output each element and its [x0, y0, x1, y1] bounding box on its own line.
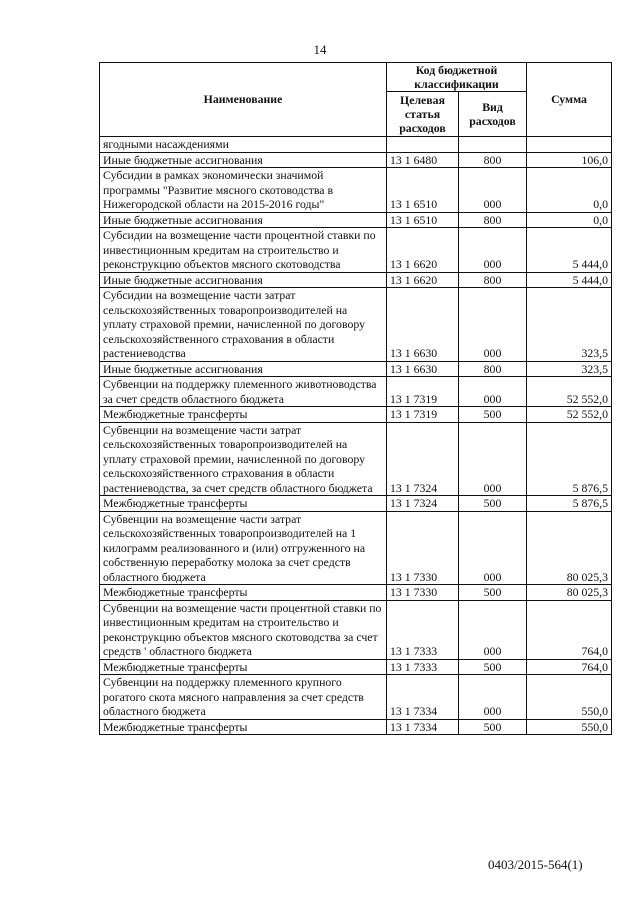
row-name-cell: Межбюджетные трансферты — [100, 407, 387, 423]
row-target-cell: 13 1 6620 — [387, 228, 459, 273]
row-amount-cell: 5 876,5 — [527, 422, 612, 496]
row-target-cell: 13 1 7324 — [387, 422, 459, 496]
row-target-cell: 13 1 7334 — [387, 675, 459, 720]
row-amount-cell: 323,5 — [527, 288, 612, 362]
row-kind-cell: 000 — [459, 675, 527, 720]
row-kind-cell: 800 — [459, 272, 527, 288]
row-kind-cell: 000 — [459, 228, 527, 273]
table-row — [100, 659, 612, 675]
row-amount-cell: 0,0 — [527, 212, 612, 228]
table-row — [100, 496, 612, 512]
row-kind-cell: 800 — [459, 361, 527, 377]
row-name-cell: Иные бюджетные ассигнования — [100, 361, 387, 377]
row-name-cell: Субвенции на возмещение части затрат сельскохозяйственных товаропроизводителей на уплату страховой премии, начисленной по договору сельскохозяйственного страхования в области растениеводства, за счет средств областного бюджета — [100, 422, 387, 496]
table-row — [100, 168, 612, 213]
row-amount-cell: 5 876,5 — [527, 496, 612, 512]
row-name-cell: Межбюджетные трансферты — [100, 659, 387, 675]
table-row — [100, 272, 612, 288]
table-row — [100, 228, 612, 273]
table-row — [100, 585, 612, 601]
row-amount-cell: 764,0 — [527, 659, 612, 675]
row-target-cell: 13 1 6630 — [387, 288, 459, 362]
table-row — [100, 152, 612, 168]
row-name-cell: Субсидии на возмещение части процентной ставки по инвестиционным кредитам на строительство и реконструкцию объектов мясного скотоводства — [100, 228, 387, 273]
row-target-cell: 13 1 7319 — [387, 407, 459, 423]
table-row — [100, 422, 612, 496]
header-amount: Сумма — [527, 63, 612, 137]
page-number: 14 — [313, 42, 327, 57]
table-row — [100, 377, 612, 407]
table-row — [100, 212, 612, 228]
row-name-cell: Субсидии на возмещение части затрат сельскохозяйственных товаропроизводителей на уплату страховой премии, начисленной по договору сельскохозяйственного страхования в области растениеводства — [100, 288, 387, 362]
row-amount-cell: 550,0 — [527, 719, 612, 735]
row-amount-cell: 5 444,0 — [527, 272, 612, 288]
row-target-cell — [387, 137, 459, 153]
row-name-cell: Субвенции на возмещение части процентной ставки по инвестиционным кредитам на строительство и реконструкцию объектов мясного скотоводства за счет средств ' областного бюджета — [100, 600, 387, 659]
row-name-cell: Межбюджетные трансферты — [100, 719, 387, 735]
row-amount-cell: 323,5 — [527, 361, 612, 377]
row-target-cell: 13 1 7334 — [387, 719, 459, 735]
row-amount-cell: 0,0 — [527, 168, 612, 213]
row-name-cell: Субсидии в рамках экономически значимой программы "Развитие мясного скотоводства в Нижегородской области на 2015-2016 годы" — [100, 168, 387, 213]
row-kind-cell: 500 — [459, 659, 527, 675]
row-kind-cell: 000 — [459, 288, 527, 362]
table-body — [100, 137, 612, 735]
row-target-cell: 13 1 6480 — [387, 152, 459, 168]
row-name-cell: Иные бюджетные ассигнования — [100, 272, 387, 288]
row-target-cell: 13 1 6630 — [387, 361, 459, 377]
row-target-cell: 13 1 7333 — [387, 600, 459, 659]
row-target-cell: 13 1 7319 — [387, 377, 459, 407]
row-amount-cell: 550,0 — [527, 675, 612, 720]
row-name-cell: Межбюджетные трансферты — [100, 585, 387, 601]
row-name-cell: Иные бюджетные ассигнования — [100, 212, 387, 228]
row-target-cell: 13 1 6620 — [387, 272, 459, 288]
row-target-cell: 13 1 7330 — [387, 585, 459, 601]
row-target-cell: 13 1 7324 — [387, 496, 459, 512]
row-amount-cell: 5 444,0 — [527, 228, 612, 273]
row-kind-cell: 500 — [459, 585, 527, 601]
row-name-cell: Субвенции на поддержку племенного крупного рогатого скота мясного направления за счет средств областного бюджета — [100, 675, 387, 720]
row-kind-cell: 800 — [459, 212, 527, 228]
budget-table — [99, 62, 612, 735]
table-row — [100, 361, 612, 377]
row-target-cell: 13 1 6510 — [387, 168, 459, 213]
row-amount-cell: 80 025,3 — [527, 511, 612, 585]
row-kind-cell: 000 — [459, 600, 527, 659]
table-row — [100, 137, 612, 153]
row-amount-cell: 52 552,0 — [527, 407, 612, 423]
table-row — [100, 719, 612, 735]
row-kind-cell: 500 — [459, 407, 527, 423]
row-amount-cell: 106,0 — [527, 152, 612, 168]
header-target: Целевая статья расходов — [387, 92, 459, 137]
row-kind-cell: 000 — [459, 168, 527, 213]
row-amount-cell: 80 025,3 — [527, 585, 612, 601]
row-kind-cell: 000 — [459, 511, 527, 585]
row-name-cell: Иные бюджетные ассигнования — [100, 152, 387, 168]
row-kind-cell — [459, 137, 527, 153]
table-row — [100, 407, 612, 423]
row-amount-cell: 52 552,0 — [527, 377, 612, 407]
row-target-cell: 13 1 7330 — [387, 511, 459, 585]
row-name-cell: Межбюджетные трансферты — [100, 496, 387, 512]
row-kind-cell: 500 — [459, 719, 527, 735]
header-code-group: Код бюджетной классификации — [387, 63, 527, 92]
row-kind-cell: 500 — [459, 496, 527, 512]
row-kind-cell: 000 — [459, 377, 527, 407]
header-row-top — [100, 63, 612, 92]
row-amount-cell — [527, 137, 612, 153]
table-row — [100, 675, 612, 720]
row-name-cell: Субвенции на возмещение части затрат сельскохозяйственных товаропроизводителей на 1 килограмм реализованного и (или) отгруженного на собственную переработку молока за счет средств областного бюджета — [100, 511, 387, 585]
header-kind: Вид расходов — [459, 92, 527, 137]
table-row — [100, 600, 612, 659]
row-kind-cell: 000 — [459, 422, 527, 496]
document-code: 0403/2015-564(1) — [488, 857, 583, 872]
table-row — [100, 288, 612, 362]
row-name-cell: Субвенции на поддержку племенного животноводства за счет средств областного бюджета — [100, 377, 387, 407]
header-name: Наименование — [100, 63, 387, 137]
row-target-cell: 13 1 7333 — [387, 659, 459, 675]
table-row — [100, 511, 612, 585]
row-amount-cell: 764,0 — [527, 600, 612, 659]
row-kind-cell: 800 — [459, 152, 527, 168]
row-name-cell: ягодными насаждениями — [100, 137, 387, 153]
row-target-cell: 13 1 6510 — [387, 212, 459, 228]
